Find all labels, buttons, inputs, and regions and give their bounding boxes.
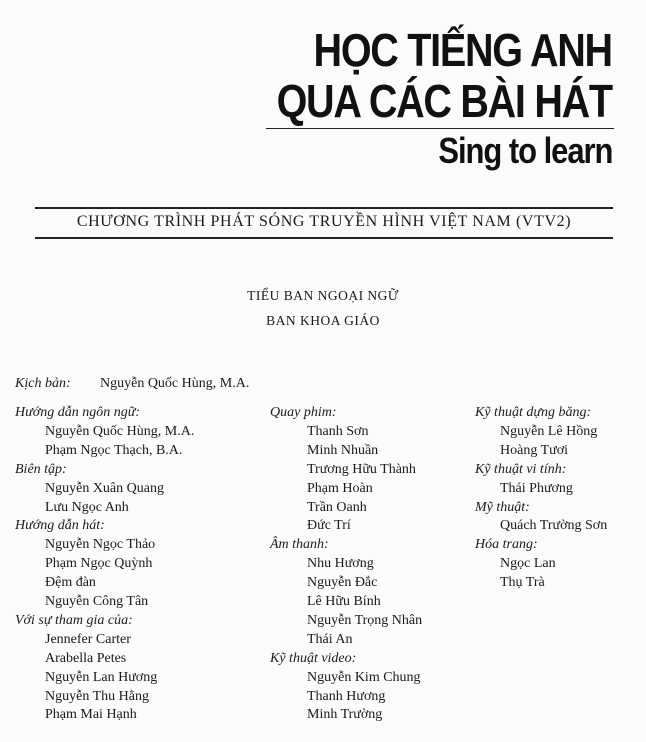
credit-name: Nguyễn Thu Hằng (45, 688, 149, 704)
credit-name: Trương Hữu Thành (307, 461, 416, 477)
script-value: Nguyễn Quốc Hùng, M.A. (100, 376, 250, 391)
credit-name: Trần Oanh (307, 499, 367, 515)
credit-name: Hoàng Tươi (500, 442, 569, 458)
credit-name: Nguyễn Lan Hương (45, 669, 158, 685)
credit-name: Thái Phương (500, 480, 573, 496)
credit-role: Mỹ thuật: (475, 499, 530, 515)
credit-name: Đệm đàn (45, 575, 96, 591)
credit-role: Hướng dẫn ngôn ngữ: (15, 405, 141, 420)
credit-name: Minh Trường (307, 707, 383, 723)
credit-name: Ngọc Lan (500, 556, 556, 572)
credit-name: Thanh Hương (307, 688, 386, 704)
credit-name: Nguyễn Lê Hồng (500, 423, 598, 439)
credit-name: Nhu Hương (307, 556, 374, 572)
credit-name: Lưu Ngọc Anh (45, 499, 129, 515)
credit-name: Nguyễn Quốc Hùng, M.A. (45, 423, 195, 439)
credit-name: Nguyễn Công Tân (45, 594, 149, 609)
credit-role: Quay phim: (270, 405, 337, 420)
credit-name: Nguyễn Kim Chung (307, 669, 421, 685)
credit-name: Nguyễn Xuân Quang (45, 480, 164, 496)
script-label: Kịch bản: (15, 376, 71, 391)
program-name: CHƯƠNG TRÌNH PHÁT SÓNG TRUYỀN HÌNH VIỆT NAM (VTV2) (76, 213, 572, 230)
credit-name: Quách Trường Sơn (500, 518, 608, 534)
title-line-2: QUA CÁC BÀI HÁT (276, 75, 612, 127)
credit-name: Arabella Petes (45, 650, 127, 666)
credit-name: Thanh Sơn (307, 423, 369, 439)
credit-name: Đức Trí (307, 518, 351, 534)
credit-name: Phạm Ngọc Quỳnh (45, 556, 153, 572)
credit-name: Nguyễn Ngọc Thảo (45, 537, 156, 553)
credit-name: Phạm Ngọc Thạch, B.A. (45, 442, 183, 458)
credit-name: Thụ Trà (500, 575, 545, 591)
credit-role: Biên tập: (15, 461, 67, 477)
program-rule-top (35, 207, 613, 209)
credit-role: Kỹ thuật dựng băng: (475, 405, 592, 420)
credit-name: Jennefer Carter (45, 631, 131, 647)
credit-role: Kỹ thuật video: (270, 650, 357, 666)
credit-role: Âm thanh: (270, 537, 329, 553)
credit-name: Minh Nhuần (307, 442, 379, 458)
credit-name: Nguyễn Đắc (307, 575, 378, 591)
credit-name: Lê Hữu Bính (307, 594, 381, 609)
credit-name: Nguyễn Trọng Nhân (307, 612, 423, 628)
program-rule-bottom (35, 237, 613, 239)
subdivision-name: TIỂU BAN NGOẠI NGỮ (247, 288, 399, 303)
credit-role: Kỹ thuật vi tính: (475, 461, 567, 477)
division-name: BAN KHOA GIÁO (266, 313, 380, 328)
credit-role: Hóa trang: (475, 537, 538, 553)
credit-name: Phạm Mai Hạnh (45, 707, 137, 723)
subtitle: Sing to learn (437, 130, 612, 171)
credit-name: Thái An (307, 631, 353, 647)
title-rule (266, 128, 614, 129)
credit-name: Phạm Hoàn (307, 480, 373, 496)
credit-role: Với sự tham gia của: (15, 612, 133, 628)
credit-role: Hướng dẫn hát: (15, 518, 105, 534)
title-line-1: HỌC TIẾNG ANH (313, 24, 612, 76)
